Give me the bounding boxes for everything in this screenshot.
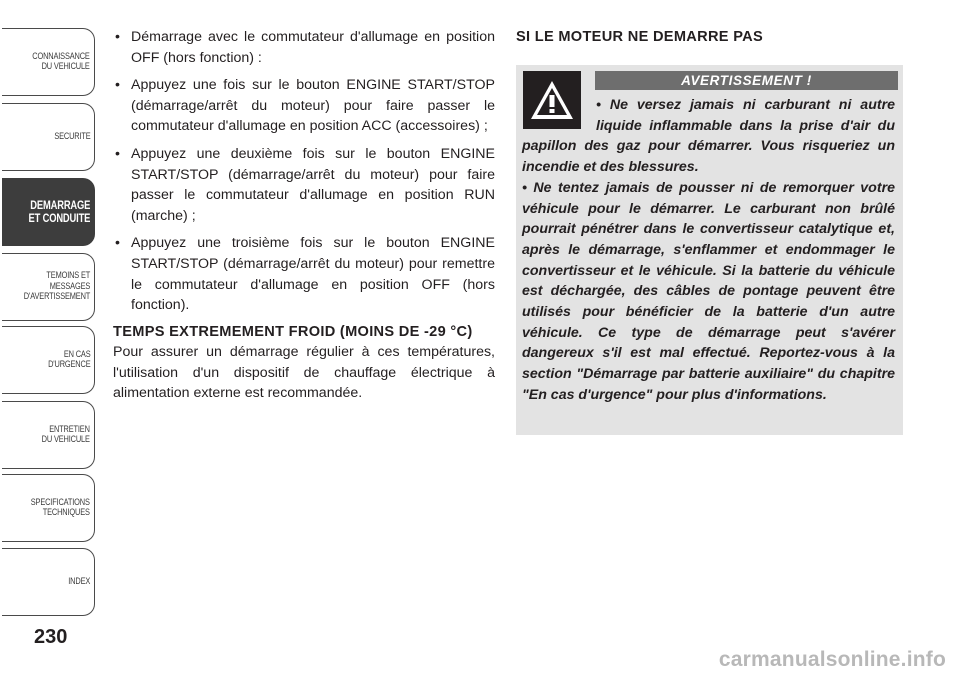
tab-securite[interactable] bbox=[2, 103, 95, 171]
tab-label: ENTRETIEN DU VEHICULE bbox=[41, 423, 91, 445]
bullet-text: Appuyez une troisième fois sur le bouton ENGINE START/STOP (démarrage/arrêt du moteur) pour remettre le commutateur d'allumage en position OFF (hors fonction). bbox=[131, 235, 495, 314]
warning-item-2: • Ne tentez jamais de pousser ni de remorquer votre véhicule pour le démarrer. Le carburant non brûlé pourrait pénétrer dans le convertisseur catalytique et, après le démarrage, s'enflammer et endommager le convertisseur et le véhicule. Si la batterie du véhicule est déchargée, des câbles de pontage peuvent être utilisés pour bénéficier de la batterie d'un autre véhicule. Ce type de démarrage peut s'avérer dangereux s'il est mal effectué. Reportez-vous à la section "Démarrage par batterie auxiliaire" du chapitre "En cas d'urgence" pour plus d'informations. bbox=[522, 179, 895, 403]
list-item bbox=[113, 75, 495, 137]
warning-box bbox=[516, 65, 903, 435]
tab-label: TEMOINS ET MESSAGES D'AVERTISSEMENT bbox=[23, 270, 91, 303]
page-number: 230 bbox=[34, 626, 68, 648]
tab-temoins-et-messages[interactable] bbox=[2, 253, 95, 321]
warning-item-1: • Ne versez jamais ni carburant ni autre liquide inflammable dans la prise d'air du papillon des gaz pour démarrer. Vous risqueriez un incendie et des blessures. bbox=[522, 97, 895, 176]
list-item bbox=[113, 233, 495, 315]
bullet-icon: • bbox=[115, 235, 120, 252]
section-heading-engine-no-start: SI LE MOTEUR NE DEMARRE PAS bbox=[516, 29, 764, 45]
cold-paragraph: Pour assurer un démarrage régulier à ces températures, l'utilisation d'un dispositif de chauffage électrique à alimentation externe est recommandée. bbox=[113, 344, 495, 402]
tab-index[interactable] bbox=[2, 548, 95, 616]
warning-body bbox=[522, 95, 895, 406]
section-heading-cold: TEMPS EXTREMEMENT FROID (MOINS DE -29 °C) bbox=[113, 323, 473, 340]
tab-label: CONNAISSANCE DU VEHICULE bbox=[32, 50, 91, 72]
bullet-icon: • bbox=[115, 145, 120, 162]
tab-entretien-du-vehicule[interactable] bbox=[2, 401, 95, 469]
tab-label: SECURITE bbox=[53, 130, 91, 142]
right-column bbox=[516, 27, 904, 435]
tab-label: EN CAS D'URGENCE bbox=[47, 348, 91, 370]
list-item bbox=[113, 144, 495, 226]
warning-title: AVERTISSEMENT ! bbox=[595, 71, 898, 90]
tab-demarrage-et-conduite[interactable] bbox=[2, 178, 95, 246]
tab-specifications-techniques[interactable] bbox=[2, 474, 95, 542]
bullet-text: Démarrage avec le commutateur d'allumage en position OFF (hors fonction) : bbox=[131, 29, 495, 66]
bullet-text: Appuyez une deuxième fois sur le bouton ENGINE START/STOP (démarrage/arrêt du moteur) pour faire passer le commutateur d'allumage en position RUN (marche) ; bbox=[131, 145, 495, 224]
tab-en-cas-durgence[interactable] bbox=[2, 326, 95, 394]
bullet-icon: • bbox=[115, 29, 120, 45]
list-item bbox=[113, 27, 495, 68]
watermark: carmanualsonline.info bbox=[718, 648, 946, 671]
tab-connaissance-du-vehicule[interactable] bbox=[2, 28, 95, 96]
warning-header bbox=[522, 71, 895, 135]
left-column bbox=[113, 27, 495, 404]
bullet-icon: • bbox=[115, 77, 120, 94]
tab-label: INDEX bbox=[68, 575, 91, 587]
bullet-text: Appuyez une fois sur le bouton ENGINE START/STOP (démarrage/arrêt du moteur) pour faire passer le commutateur d'allumage en position ACC (accessoires) ; bbox=[131, 77, 495, 135]
warning-triangle-icon bbox=[523, 71, 581, 129]
tab-label: DEMARRAGE ET CONDUITE bbox=[28, 198, 91, 225]
bullet-list bbox=[113, 27, 495, 316]
tab-label: SPECIFICATIONS TECHNIQUES bbox=[31, 496, 91, 518]
